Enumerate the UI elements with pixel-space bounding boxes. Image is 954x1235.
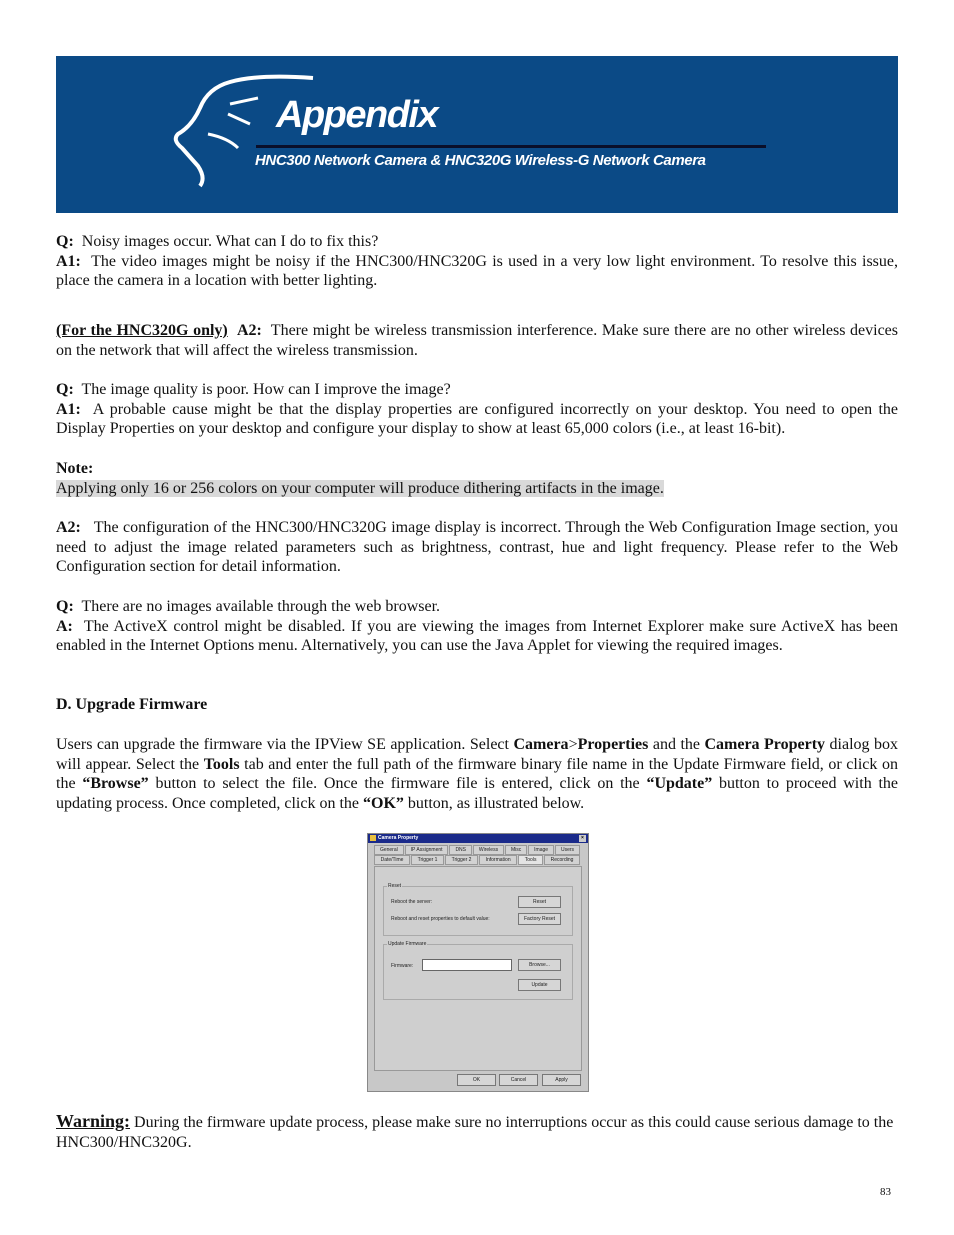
reboot-label: Reboot the server: <box>391 899 433 905</box>
warning-text: During the firmware update process, please make sure no interruptions occur as this could cause serious damage to the HNC300/HNC320G. <box>56 1114 894 1151</box>
t: dialog box will appear. Select the <box>56 736 898 773</box>
tab-date-time[interactable]: Date/Time <box>374 855 410 865</box>
banner-subtitle: HNC300 Network Camera & HNC320G Wireless-G Network Camera <box>255 152 706 169</box>
apply-button[interactable]: Apply <box>542 1074 581 1086</box>
qa-2-a2 <box>56 518 898 577</box>
tab-general[interactable]: General <box>374 845 404 855</box>
heading-text: D. Upgrade Firmware <box>56 696 208 713</box>
t: button to select the file. Once the firmware file is entered, click on the <box>148 775 647 793</box>
page-number: 83 <box>880 1186 891 1198</box>
tab-trigger-1[interactable]: Trigger 1 <box>411 855 444 865</box>
q-label: Q: <box>56 598 74 615</box>
warning-label: Warning: <box>56 1111 131 1131</box>
dialog-titlebar <box>368 834 588 843</box>
a1-label: A1: <box>56 252 81 270</box>
tab-information[interactable]: Information <box>479 855 517 865</box>
qa-3 <box>56 597 898 656</box>
answer: The video images might be noisy if the HNC300/HNC320G is used in a very low light environment. To resolve this issue, place the camera in a location with better lighting. <box>56 252 898 290</box>
dialog-title: Camera Property <box>378 835 419 841</box>
qa-1 <box>56 232 898 291</box>
factory-reset-button[interactable]: Factory Reset <box>518 913 561 925</box>
firmware-label: Firmware: <box>391 963 414 969</box>
update-firmware-label: Update Firmware <box>388 941 427 947</box>
t: > <box>568 736 578 753</box>
answer: The configuration of the HNC300/HNC320G image display is incorrect. Through the Web Configuration Image section, you need to adjust the image related parameters such as brightness, contrast, hue and light frequency. Please refer to the Web Configuration section for detail information. <box>56 519 898 576</box>
banner-title: Appendix <box>276 94 438 136</box>
t: Camera Property <box>704 736 826 753</box>
t: “OK” <box>363 795 404 813</box>
t: button to proceed with the updating process. Once completed, click on the <box>56 775 899 813</box>
t: and the <box>648 736 705 753</box>
answer: There might be wireless transmission interference. Make sure there are no other wireless devices on the network that will affect the wireless transmission. <box>56 322 899 359</box>
tab-image[interactable]: Image <box>528 845 554 855</box>
ok-button[interactable]: OK <box>457 1074 496 1086</box>
tab-users[interactable]: Users <box>555 845 580 855</box>
warning <box>56 1112 898 1152</box>
note <box>56 459 898 498</box>
tabs-row-1 <box>374 845 580 855</box>
section-heading <box>56 695 898 715</box>
tab-recording[interactable]: Recording <box>544 855 580 865</box>
note-text: Applying only 16 or 256 colors on your computer will produce dithering artifacts in the image. <box>56 479 664 497</box>
t: Properties <box>577 736 649 753</box>
a-label: A: <box>56 617 73 635</box>
update-button[interactable]: Update <box>518 979 561 991</box>
answer: The ActiveX control might be disabled. If you are viewing the images from Internet Explorer make sure ActiveX has been enabled in the Internet Options menu. Alternatively, you can use the Java Applet for viewing the required images. <box>56 617 898 655</box>
a2-label: A2: <box>56 519 81 536</box>
t: Users can upgrade the firmware via the IPView SE application. Select <box>56 736 514 753</box>
browse-button[interactable]: Browse... <box>518 959 561 971</box>
question: The image quality is poor. How can I improve the image? <box>81 381 451 398</box>
reset-group <box>383 883 573 936</box>
t: “Update” <box>646 775 713 793</box>
tab-dns[interactable]: DNS <box>449 845 471 855</box>
q-label: Q: <box>56 381 74 398</box>
qa-2 <box>56 380 898 439</box>
firmware-input[interactable] <box>422 959 512 971</box>
tab-tools[interactable]: Tools <box>518 855 543 865</box>
t: Camera <box>513 736 569 753</box>
update-firmware-group <box>383 941 573 1000</box>
banner-rule <box>256 145 766 148</box>
tools-panel <box>374 866 582 1071</box>
tabs-row-2 <box>374 855 580 865</box>
tab-ip-assignment[interactable]: IP Assignment <box>405 845 449 855</box>
note-label: Note: <box>56 460 94 477</box>
close-icon[interactable]: × <box>579 835 586 842</box>
tab-trigger-2[interactable]: Trigger 2 <box>445 855 478 865</box>
a2-label: A2: <box>236 322 262 339</box>
a1-label: A1: <box>56 400 81 418</box>
qa-1-a2 <box>56 321 898 360</box>
q-label: Q: <box>56 233 74 250</box>
camera-property-dialog <box>367 833 589 1092</box>
question: Noisy images occur. What can I do to fix this? <box>81 233 379 250</box>
reset-group-label: Reset <box>388 883 402 889</box>
t: Tools <box>203 755 240 773</box>
appendix-banner <box>56 56 898 213</box>
tab-misc[interactable]: Misc <box>505 845 527 855</box>
answer: A probable cause might be that the display properties are configured incorrectly on your desktop. You need to open the Display Properties on your desktop and configure your display to show at least 65,000 colors (i.e., at least 16-bit). <box>56 400 898 438</box>
t: tab and enter the full path of the firmware binary file name in the Update Firmware field, or click on the <box>56 755 898 793</box>
tab-wireless[interactable]: Wireless <box>473 845 504 855</box>
factory-reset-label: Reboot and reset properties to default value: <box>391 916 490 922</box>
firmware-paragraph <box>56 735 898 814</box>
cancel-button[interactable]: Cancel <box>499 1074 538 1086</box>
app-icon <box>370 835 376 841</box>
question: There are no images available through the web browser. <box>81 598 441 615</box>
t: “Browse” <box>82 775 149 793</box>
reset-button[interactable]: Reset <box>518 896 561 908</box>
t: button, as illustrated below. <box>403 795 585 813</box>
hnc320g-only-label: (For the HNC320G only) <box>56 322 228 339</box>
